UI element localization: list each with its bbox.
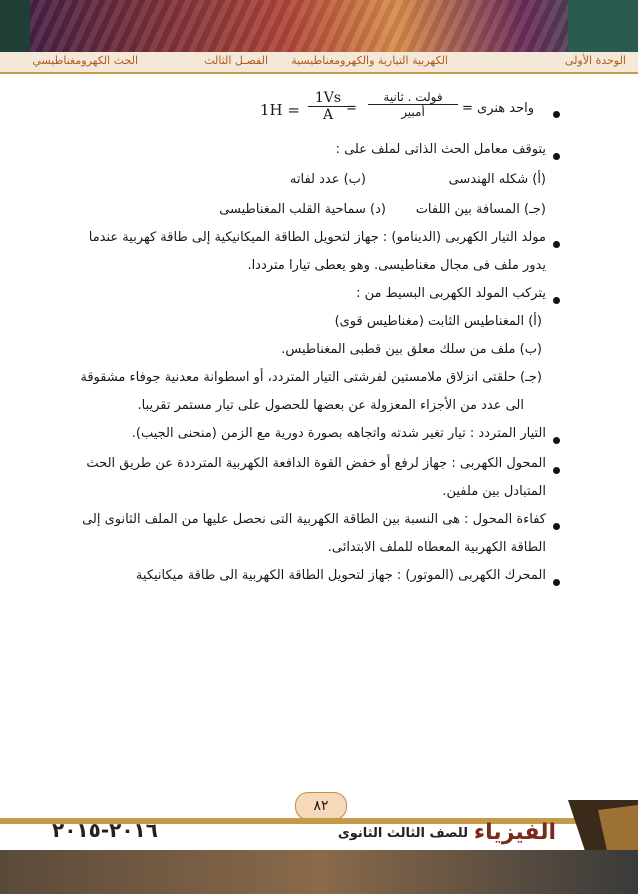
bullet-icon [553, 437, 560, 444]
text-line: (جـ) حلقتى انزلاق ملامستين لفرشتى التيار المتردد، أو اسطوانة معدنية جوفاء مشقوقة [80, 370, 542, 385]
text-line: مولد التيار الكهربى (الدينامو) : جهاز لتحويل الطاقة الميكانيكية إلى طاقة كهربية عندما [88, 230, 546, 245]
bullet-icon [553, 111, 560, 118]
text-line: التيار المتردد : تيار تغير شدته واتجاهه بصورة دورية مع الزمن (منحنى الجيب). [131, 426, 546, 441]
text-line: يدور ملف فى مجال مغناطيسى. وهو يعطى تيارا مترددا. [247, 258, 546, 273]
formula-label: واحد هنرى = [462, 101, 535, 116]
formula-units [308, 90, 348, 123]
text-line: الى عدد من الأجزاء المعزولة عن بعضها للحصول على تيار مستمر تقريبا. [137, 398, 524, 413]
text-line: المتبادل بين ملفين. [442, 484, 546, 499]
text-line: (د) سماحية القلب المغناطيسى [219, 202, 386, 217]
formula-words [368, 90, 458, 119]
text-line: (أ) شكله الهندسى [448, 172, 546, 187]
formula-word-num: فولت . ثانية [368, 90, 458, 105]
text-line: (ب) عدد لفاته [289, 172, 366, 187]
text-line: (ب) ملف من سلك معلق بين قطبى المغناطيس. [281, 342, 542, 357]
text-line: يتركب المولد الكهربى البسيط من : [356, 286, 546, 301]
text-line: الطاقة الكهربية المعطاه للملف الابتدائى. [327, 540, 546, 555]
year-label: ٢٠١٦-٢٠١٥ [52, 818, 158, 842]
grade-label: للصف الثالث الثانوى [337, 826, 468, 841]
header-corner-right [568, 0, 638, 52]
header-chapter: الفصـل الثالث [204, 54, 268, 67]
text-line: كفاءة المحول : هى النسبة بين الطاقة الكهربية التى نحصل عليها من الملف الثانوى إلى [82, 512, 546, 527]
formula-den: A [322, 107, 334, 123]
bullet-icon [553, 241, 560, 248]
text-line: المحرك الكهربى (الموتور) : جهاز لتحويل الطاقة الكهربية الى طاقة ميكانيكية [135, 568, 546, 583]
header-unit: الوحدة الأولى [564, 54, 626, 67]
text-line: (جـ) المسافة بين اللفات [415, 202, 546, 217]
footer-decoration [0, 850, 638, 894]
text-line: المحول الكهربى : جهاز لرفع أو خفض القوة الدافعة الكهربية المترددة عن طريق الحث [86, 456, 546, 471]
text-line: (أ) المغناطيس الثابت (مغناطيس قوى) [334, 314, 542, 329]
bullet-icon [553, 523, 560, 530]
formula-eq: = [346, 101, 357, 116]
book-title: الفيزياء [473, 820, 556, 845]
header-corner-left [0, 0, 30, 52]
formula-word-den: أمبير [401, 105, 425, 119]
bullet-icon [553, 153, 560, 160]
header-topic: الكهربية التيارية والكهرومغناطيسية [291, 54, 448, 67]
text-line: يتوقف معامل الحث الذاتى لملف على : [335, 142, 546, 157]
formula-num: 1Vs [308, 90, 348, 107]
page-number: ٨٢ [295, 792, 347, 820]
bullet-icon [553, 467, 560, 474]
bullet-icon [553, 297, 560, 304]
bullet-icon [553, 579, 560, 586]
header-section: الحث الكهرومغناطيسي [32, 54, 138, 67]
formula-lhs: 1H = [260, 101, 300, 119]
header-decoration [0, 0, 638, 52]
